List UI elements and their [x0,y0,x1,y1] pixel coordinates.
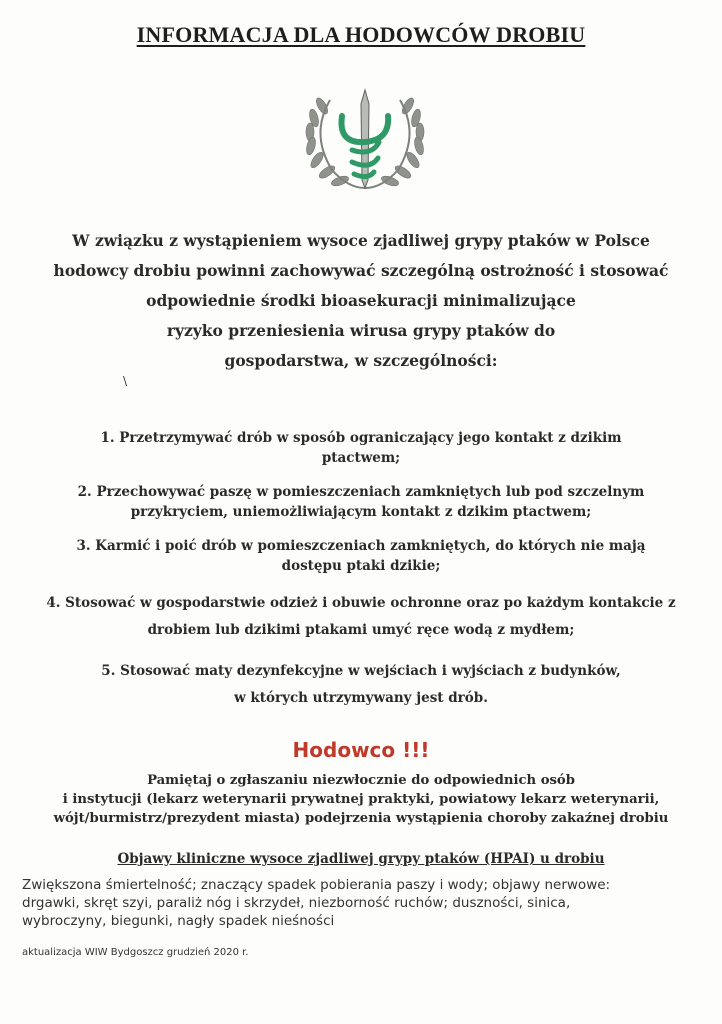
list-item-line: 2. Przechowywać paszę w pomieszczeniach zamkniętych lub pod szczelnym [77,484,645,500]
list-item [20,428,702,468]
list-item [20,590,702,644]
list-item-line: dostępu ptaki dzikie; [281,558,441,574]
reminder-line: Pamiętaj o zgłaszaniu niezwłocznie do odpowiednich osób [147,773,575,788]
list-item-line: 1. Przetrzymywać drób w sposób ograniczający jego kontakt z dzikim [100,430,622,446]
recommendation-list [20,428,702,726]
page-title-text: INFORMACJA DLA HODOWCÓW DROBIU [136,22,586,47]
symptoms-heading [0,851,722,867]
symptoms-line: Zwiększona śmiertelność; znaczący spadek pobierania paszy i wody; objawy nerwowe: [22,877,611,893]
list-item [20,658,702,712]
symptoms-paragraph [22,876,702,930]
veterinary-emblem-icon [290,84,440,204]
symptoms-heading-text: Objawy kliniczne wysoce zjadliwej grypy ptaków (HPAI) u drobiu [117,851,605,867]
list-item-line: w których utrzymywany jest drób. [234,690,488,706]
intro-line: gospodarstwa, w szczególności: [224,351,498,370]
intro-line: hodowcy drobiu powinni zachowywać szczególną ostrożność i stosować [53,261,669,280]
symptoms-line: drgawki, skręt szyi, paraliż nóg i skrzydeł, niezborność ruchów; duszności, sinica, [22,895,571,911]
reminder-line: i instytucji (lekarz weterynarii prywatnej praktyki, powiatowy lekarz weterynarii, [62,792,660,807]
list-item [20,482,702,522]
reporting-reminder [14,771,708,828]
scan-mark: \ [123,374,128,388]
symptoms-line: wybroczyny, biegunki, nagły spadek nieśności [22,913,335,929]
list-item-line: 3. Karmić i poić drób w pomieszczeniach zamkniętych, do których nie mają [76,538,646,554]
warning-heading: Hodowco !!! [292,738,430,762]
intro-line: ryzyko przeniesienia wirusa grypy ptaków do [166,321,556,340]
reminder-line: wójt/burmistrz/prezydent miasta) podejrzenia wystąpienia choroby zakaźnej drobiu [53,811,669,826]
list-item [20,536,702,576]
intro-line: odpowiednie środki bioasekuracji minimalizujące [146,291,576,310]
list-item-line: 5. Stosować maty dezynfekcyjne w wejściach i wyjściach z budynków, [101,663,621,679]
intro-paragraph [30,226,692,376]
update-note: aktualizacja WIW Bydgoszcz grudzień 2020 r. [22,947,249,958]
list-item-line: drobiem lub dzikimi ptakami umyć ręce wodą z mydłem; [147,622,575,638]
intro-line: W związku z wystąpieniem wysoce zjadliwej grypy ptaków w Polsce [72,231,650,250]
list-item-line: ptactwem; [321,450,401,466]
page-title [0,22,722,48]
list-item-line: przykryciem, uniemożliwiającym kontakt z dzikim ptactwem; [130,504,592,520]
list-item-line: 4. Stosować w gospodarstwie odzież i obuwie ochronne oraz po każdym kontakcie z [46,595,676,611]
